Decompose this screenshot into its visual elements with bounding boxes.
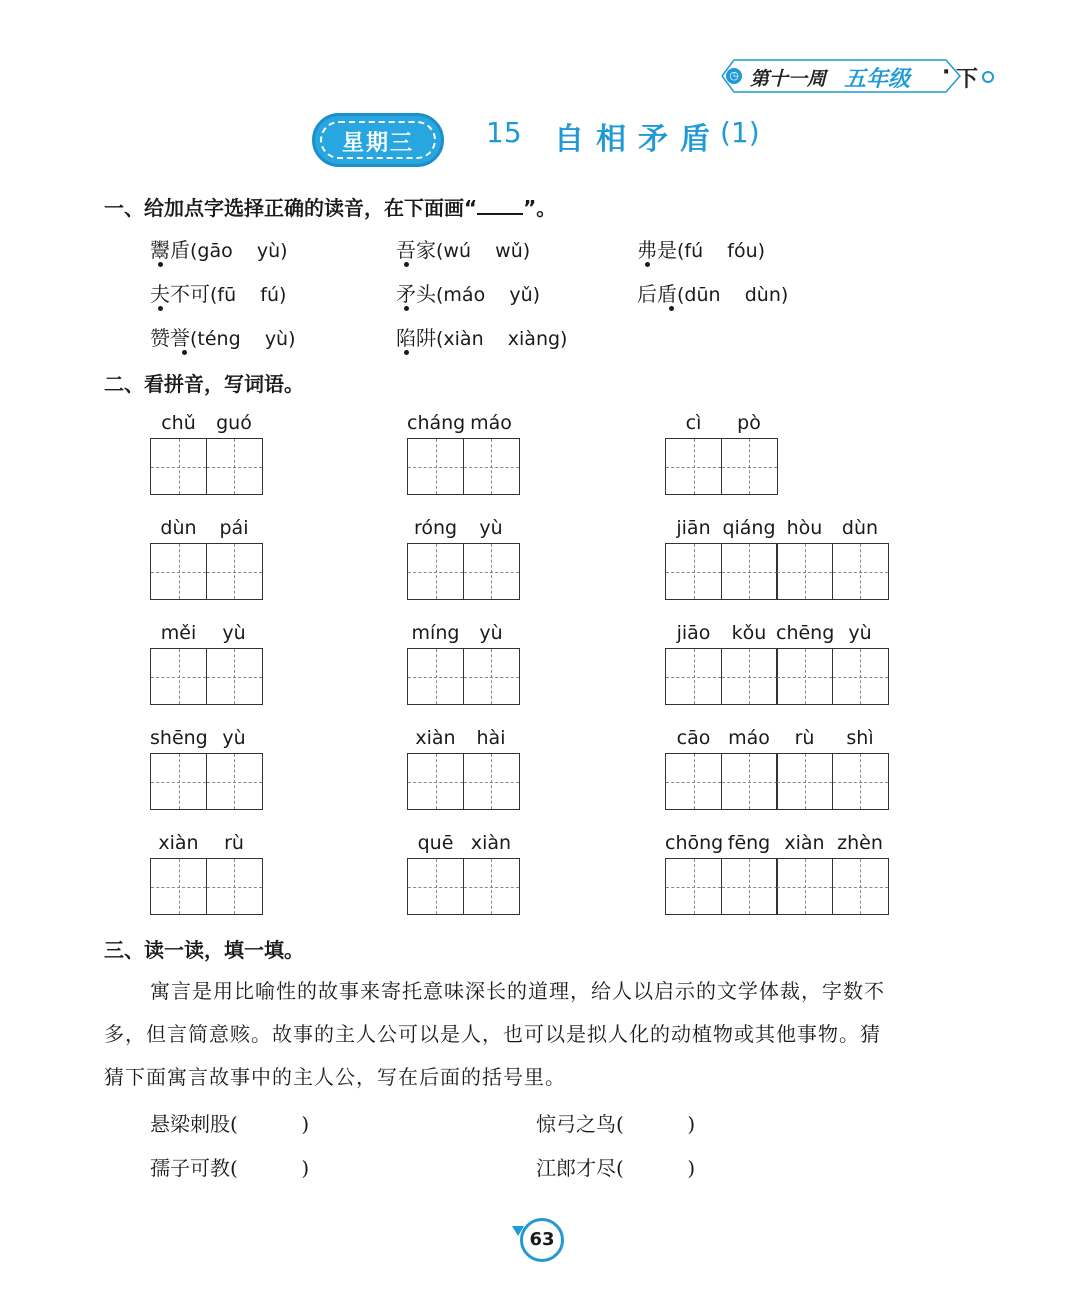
writing-cell[interactable] <box>665 753 722 810</box>
section3-heading: 三、读一读，填一填。 <box>104 938 304 962</box>
section1-heading-text: 一、给加点字选择正确的读音，在下面画“ <box>104 196 478 220</box>
pinyin-syllable: fēng <box>727 832 771 854</box>
pinyin-syllable: chǔ <box>161 412 196 434</box>
writing-cell[interactable] <box>150 858 207 915</box>
pinyin-word <box>150 412 263 495</box>
pinyin-word <box>665 412 778 495</box>
pinyin-syllable: cāo <box>676 727 711 749</box>
ring-icon <box>982 71 994 83</box>
writing-cell[interactable] <box>407 648 464 705</box>
lesson-number: 15 <box>486 116 522 149</box>
pinyin-word <box>150 622 263 705</box>
pinyin-row <box>665 622 889 648</box>
writing-cell[interactable] <box>407 543 464 600</box>
pinyin-syllable: kǒu <box>731 622 767 644</box>
writing-cell[interactable] <box>463 438 520 495</box>
pinyin-row <box>407 727 520 753</box>
pinyin-word <box>407 622 520 705</box>
pinyin-row <box>150 517 263 543</box>
writing-cell[interactable] <box>721 438 778 495</box>
q1-pinyin: (gāo yù) <box>190 240 288 262</box>
writing-cell[interactable] <box>776 543 833 600</box>
tianzi-box <box>407 543 520 600</box>
pinyin-syllable: yù <box>479 517 503 539</box>
q1-word: 夫不可 <box>150 282 210 306</box>
emphasis-dot <box>645 262 650 267</box>
header-week: 第十一周 <box>750 68 827 90</box>
q1-word: 赞誉 <box>150 326 190 350</box>
pinyin-syllable: quē <box>417 832 454 854</box>
pinyin-row <box>665 832 889 858</box>
tianzi-box <box>150 438 263 495</box>
header-grade: 五年级 <box>844 67 911 92</box>
q1-item <box>150 278 286 307</box>
q1-item <box>396 322 567 351</box>
writing-cell[interactable] <box>721 543 778 600</box>
pinyin-syllable: pái <box>219 517 249 539</box>
writing-cell[interactable] <box>776 858 833 915</box>
writing-cell[interactable] <box>665 543 722 600</box>
emphasis-dot <box>404 350 409 355</box>
writing-cell[interactable] <box>206 858 263 915</box>
page-number: 63 <box>520 1218 564 1262</box>
pinyin-row <box>150 622 263 648</box>
pinyin-word <box>407 412 520 495</box>
writing-cell[interactable] <box>206 648 263 705</box>
header-volume: 下 <box>956 67 979 92</box>
clock-icon: ◷ <box>726 68 742 84</box>
q1-item <box>396 278 540 307</box>
pinyin-syllable: máo <box>728 727 770 749</box>
writing-cell[interactable] <box>721 648 778 705</box>
writing-cell[interactable] <box>721 753 778 810</box>
lesson-part: (1) <box>720 116 760 149</box>
underline-blank <box>477 199 523 215</box>
pinyin-syllable: hài <box>476 727 506 749</box>
pinyin-syllable: máo <box>470 412 512 434</box>
q1-word: 陷阱 <box>396 326 436 350</box>
writing-cell[interactable] <box>832 543 889 600</box>
pinyin-syllable: rù <box>224 832 244 854</box>
pinyin-syllable: chēng <box>776 622 835 644</box>
writing-cell[interactable] <box>150 543 207 600</box>
fill-blank-item[interactable]: 江郎才尽( ) <box>536 1156 696 1180</box>
pinyin-syllable: róng <box>413 517 458 539</box>
fill-blank-item[interactable]: 悬梁刺股( ) <box>150 1112 310 1136</box>
day-badge <box>312 113 444 167</box>
tianzi-box <box>665 543 889 600</box>
writing-cell[interactable] <box>463 753 520 810</box>
q1-word: 鬻盾 <box>150 238 190 262</box>
paragraph-line: 寓言是用比喻性的故事来寄托意味深长的道理，给人以启示的文学体裁，字数不 <box>150 979 885 1003</box>
pinyin-row <box>407 412 520 438</box>
tianzi-box <box>665 648 889 705</box>
pinyin-syllable: hòu <box>786 517 823 539</box>
pinyin-word <box>407 517 520 600</box>
writing-cell[interactable] <box>150 648 207 705</box>
writing-cell[interactable] <box>832 753 889 810</box>
q1-pinyin: (xiàn xiàng) <box>436 328 568 350</box>
writing-cell[interactable] <box>665 648 722 705</box>
pinyin-syllable: yù <box>848 622 872 644</box>
pinyin-word <box>150 517 263 600</box>
pinyin-syllable: dùn <box>841 517 879 539</box>
writing-cell[interactable] <box>463 543 520 600</box>
pinyin-word <box>407 832 520 915</box>
pinyin-syllable: míng <box>411 622 460 644</box>
pinyin-syllable: qiáng <box>722 517 776 539</box>
emphasis-dot <box>404 306 409 311</box>
writing-cell[interactable] <box>463 858 520 915</box>
pinyin-row <box>150 412 263 438</box>
tianzi-box <box>407 438 520 495</box>
emphasis-dot <box>158 306 163 311</box>
writing-cell[interactable] <box>776 753 833 810</box>
paragraph-line: 多，但言简意赅。故事的主人公可以是人，也可以是拟人化的动植物或其他事物。猜 <box>104 1022 881 1046</box>
pinyin-word <box>665 622 889 705</box>
pinyin-word <box>665 517 889 600</box>
writing-cell[interactable] <box>206 753 263 810</box>
section1-heading <box>104 192 556 221</box>
pinyin-syllable: pò <box>737 412 761 434</box>
writing-cell[interactable] <box>832 858 889 915</box>
pinyin-syllable: yù <box>479 622 503 644</box>
q1-item <box>637 234 765 263</box>
pinyin-row <box>665 727 889 753</box>
writing-cell[interactable] <box>150 753 207 810</box>
pinyin-syllable: měi <box>160 622 197 644</box>
fill-blank-item[interactable]: 孺子可教( ) <box>150 1156 310 1180</box>
pinyin-row <box>665 412 778 438</box>
tianzi-box <box>150 543 263 600</box>
pinyin-word <box>407 727 520 810</box>
tianzi-box <box>150 753 263 810</box>
q1-pinyin: (dūn dùn) <box>677 284 789 306</box>
q1-pinyin: (máo yǔ) <box>436 284 541 306</box>
pinyin-syllable: jiān <box>676 517 711 539</box>
pinyin-syllable: yù <box>222 727 246 749</box>
tianzi-box <box>665 753 889 810</box>
q1-word: 弗是 <box>637 238 677 262</box>
pinyin-row <box>150 727 263 753</box>
pinyin-syllable: guó <box>216 412 252 434</box>
writing-cell[interactable] <box>463 648 520 705</box>
emphasis-dot <box>182 350 187 355</box>
tianzi-box <box>150 648 263 705</box>
pinyin-syllable: shēng <box>150 727 208 749</box>
writing-cell[interactable] <box>721 858 778 915</box>
pinyin-row <box>407 517 520 543</box>
pinyin-word <box>665 832 889 915</box>
pinyin-row <box>407 832 520 858</box>
tianzi-box <box>150 858 263 915</box>
pinyin-row <box>665 517 889 543</box>
q1-item <box>396 234 530 263</box>
pinyin-syllable: dùn <box>160 517 197 539</box>
writing-cell[interactable] <box>206 543 263 600</box>
emphasis-dot <box>669 306 674 311</box>
paragraph-line: 猜下面寓言故事中的主人公，写在后面的括号里。 <box>104 1065 566 1089</box>
pinyin-syllable: jiāo <box>676 622 711 644</box>
pinyin-syllable: yù <box>222 622 246 644</box>
pinyin-syllable: zhèn <box>837 832 883 854</box>
day-label: 星期三 <box>341 131 414 156</box>
writing-cell[interactable] <box>665 858 722 915</box>
q1-pinyin: (wú wǔ) <box>436 240 531 262</box>
pinyin-syllable: chōng <box>665 832 724 854</box>
writing-cell[interactable] <box>776 648 833 705</box>
writing-cell[interactable] <box>407 438 464 495</box>
pinyin-word <box>150 832 263 915</box>
q1-pinyin: (fú fóu) <box>677 240 766 262</box>
tianzi-box <box>665 438 778 495</box>
emphasis-dot <box>158 262 163 267</box>
q1-word: 吾家 <box>396 238 436 262</box>
pinyin-syllable: rù <box>794 727 815 749</box>
tianzi-box <box>407 753 520 810</box>
lesson-title: 自相矛盾 <box>554 122 722 157</box>
pinyin-word <box>665 727 889 810</box>
pinyin-syllable: xiàn <box>784 832 825 854</box>
pinyin-row <box>150 832 263 858</box>
q1-word: 矛头 <box>396 282 436 306</box>
fill-blank-item[interactable]: 惊弓之鸟( ) <box>536 1112 696 1136</box>
writing-cell[interactable] <box>407 858 464 915</box>
writing-cell[interactable] <box>665 438 722 495</box>
pinyin-syllable: xiàn <box>158 832 199 854</box>
header-dot: · <box>942 60 951 85</box>
q1-item <box>150 234 288 263</box>
q1-item <box>637 278 788 307</box>
page-header <box>720 56 982 96</box>
tianzi-box <box>407 648 520 705</box>
tianzi-box <box>407 858 520 915</box>
section2-heading: 二、看拼音，写词语。 <box>104 372 304 396</box>
q1-item <box>150 322 296 351</box>
q1-pinyin: (téng yù) <box>190 328 296 350</box>
section1-heading-end: ”。 <box>523 196 557 220</box>
pinyin-row <box>407 622 520 648</box>
pinyin-syllable: cì <box>685 412 702 434</box>
pinyin-syllable: cháng <box>407 412 466 434</box>
pinyin-syllable: xiàn <box>415 727 456 749</box>
pinyin-syllable: shì <box>846 727 874 749</box>
pinyin-word <box>150 727 263 810</box>
writing-cell[interactable] <box>832 648 889 705</box>
q1-pinyin: (fū fú) <box>210 284 287 306</box>
writing-cell[interactable] <box>150 438 207 495</box>
tianzi-box <box>665 858 889 915</box>
writing-cell[interactable] <box>407 753 464 810</box>
writing-cell[interactable] <box>206 438 263 495</box>
emphasis-dot <box>404 262 409 267</box>
pinyin-syllable: xiàn <box>470 832 512 854</box>
q1-word: 后盾 <box>637 282 677 306</box>
